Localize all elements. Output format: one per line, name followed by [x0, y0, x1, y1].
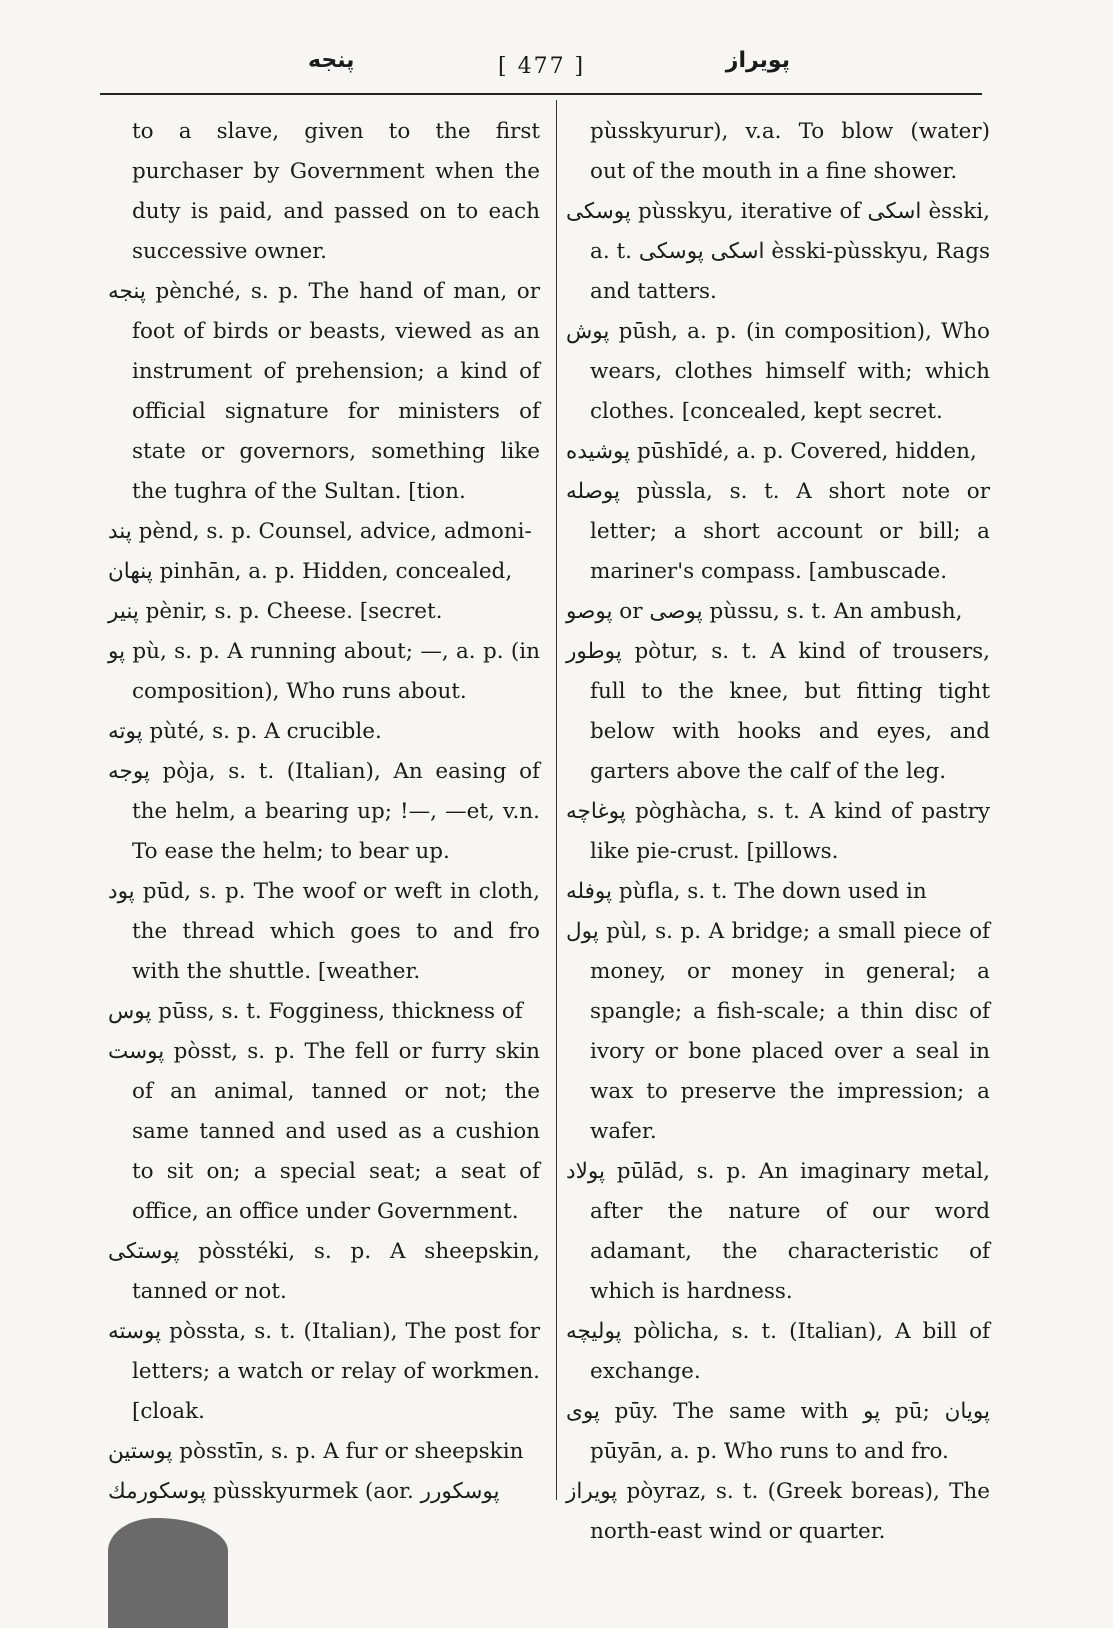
- dictionary-entry: پوته pùté, s. p. A crucible.: [108, 719, 382, 744]
- dictionary-entry: پنیر pènir, s. p. Cheese. [secret.: [108, 599, 443, 624]
- dictionary-entry: پوی pūy. The same with پو pū; پویان pūyān, a. p. Who runs to and fro.: [566, 1399, 990, 1464]
- header-rule: [100, 93, 982, 95]
- page-number: [ 477 ]: [498, 54, 586, 79]
- dictionary-entry: پوسکورمك pùsskyurmek (aor. پوسکورر: [108, 1479, 500, 1504]
- dictionary-entry: پوسته pòssta, s. t. (Italian), The post for letters; a watch or relay of workmen. [cloak.: [108, 1319, 540, 1424]
- dictionary-entry: پوصله pùssla, s. t. A short note or letter; a short account or bill; a mariner's compass. [ambuscade.: [566, 479, 990, 584]
- dictionary-entry: پوشیده pūshīdé, a. p. Covered, hidden,: [566, 439, 977, 464]
- dictionary-entry: پود pūd, s. p. The woof or weft in cloth, the thread which goes to and fro with the shuttle. [weather.: [108, 879, 540, 984]
- dictionary-entry: پوفله pùfla, s. t. The down used in: [566, 879, 927, 904]
- dictionary-entry: پوغاچه pòghàcha, s. t. A kind of pastry like pie-crust. [pillows.: [566, 799, 990, 864]
- dictionary-entry: پند pènd, s. p. Counsel, advice, admoni-: [108, 519, 532, 544]
- header-left-word: پنجه: [308, 48, 355, 73]
- dictionary-entry: پنهان pinhān, a. p. Hidden, concealed,: [108, 559, 513, 584]
- dictionary-entry: پوست pòsst, s. p. The fell or furry skin of an animal, tanned or not; the same tanned and used as a cushion to sit on; a special seat; a seat of office, an office under Government.: [108, 1039, 540, 1224]
- dictionary-entry: پوس pūss, s. t. Fogginess, thickness of: [108, 999, 523, 1024]
- dictionary-entry: پولیچه pòlicha, s. t. (Italian), A bill of exchange.: [566, 1319, 990, 1384]
- dictionary-entry: پویراز pòyraz, s. t. (Greek boreas), The north-east wind or quarter.: [566, 1479, 990, 1544]
- dictionary-entry: پنجه pènché, s. p. The hand of man, or foot of birds or beasts, viewed as an instrument of prehension; a kind of official signature for ministers of state or governors, something like the tughra of the Sultan. [tion.: [108, 279, 540, 504]
- dictionary-entry: pùsskyurur), v.a. To blow (water) out of the mouth in a fine shower.: [590, 119, 990, 184]
- scan-artifact: [108, 1518, 228, 1628]
- dictionary-entry: پوستین pòsstīn, s. p. A fur or sheepskin: [108, 1439, 524, 1464]
- column-divider: [556, 100, 557, 1500]
- page-header: [100, 48, 1000, 98]
- dictionary-entry: پوستکی pòsstéki, s. p. A sheepskin, tanned or not.: [108, 1239, 540, 1304]
- left-column: [108, 112, 540, 1512]
- dictionary-entry: پوسکی pùsskyu, iterative of اسکی èsski, a. t. اسکی پوسکی èsski-pùsskyu, Rags and tatters.: [566, 199, 990, 304]
- dictionary-entry: پوش pūsh, a. p. (in composition), Who wears, clothes himself with; which clothes. [concealed, kept secret.: [566, 319, 990, 424]
- header-right-word: پویراز: [725, 48, 790, 73]
- dictionary-entry: پوصو or پوصی pùssu, s. t. An ambush,: [566, 599, 963, 624]
- dictionary-entry: پولاد pūlād, s. p. An imaginary metal, after the nature of our word adamant, the characteristic of which is hardness.: [566, 1159, 990, 1304]
- dictionary-entry: پو pù, s. p. A running about; —, a. p. (in composition), Who runs about.: [108, 639, 540, 704]
- right-column: [566, 112, 990, 1552]
- dictionary-entry: پوجه pòja, s. t. (Italian), An easing of the helm, a bearing up; !—, —et, v.n. To ease the helm; to bear up.: [108, 759, 540, 864]
- dictionary-entry: پول pùl, s. p. A bridge; a small piece of money, or money in general; a spangle; a fish-scale; a thin disc of ivory or bone placed over a seal in wax to preserve the impression; a wafer.: [566, 919, 990, 1144]
- dictionary-entry: پوطور pòtur, s. t. A kind of trousers, full to the knee, but fitting tight below with hooks and eyes, and garters above the calf of the leg.: [566, 639, 990, 784]
- dictionary-entry: to a slave, given to the first purchaser by Government when the duty is paid, and passed on to each successive owner.: [132, 119, 540, 264]
